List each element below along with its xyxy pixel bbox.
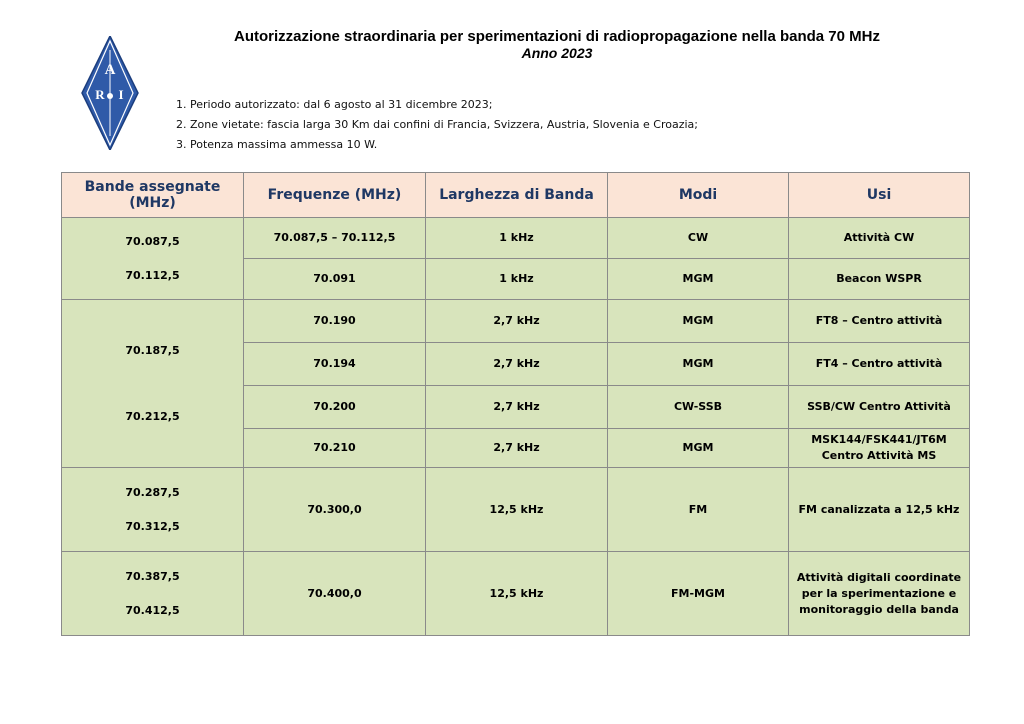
band-value: 70.412,5 <box>125 603 180 617</box>
frequency-cell: 70.200 <box>244 386 426 429</box>
bandwidth-cell: 12,5 kHz <box>426 468 608 552</box>
band-cell <box>62 300 244 468</box>
use-cell: FM canalizzata a 12,5 kHz <box>789 468 970 552</box>
band-cell <box>62 552 244 636</box>
band-value: 70.112,5 <box>125 268 180 282</box>
use-cell: Attività digitali coordinate per la sperimentazione e monitoraggio della banda <box>789 552 970 636</box>
logo-letter-i: I <box>118 87 124 102</box>
logo-letter-r: R <box>95 87 105 102</box>
column-header: Usi <box>789 173 970 218</box>
bandwidth-cell: 2,7 kHz <box>426 300 608 343</box>
band-value: 70.387,5 <box>125 569 180 583</box>
column-header: Larghezza di Banda <box>426 173 608 218</box>
table-row <box>62 300 970 343</box>
band-value: 70.312,5 <box>125 519 180 533</box>
use-cell: FT4 – Centro attività <box>789 343 970 386</box>
use-cell: SSB/CW Centro Attività <box>789 386 970 429</box>
use-cell: FT8 – Centro attività <box>789 300 970 343</box>
band-value: 70.212,5 <box>125 409 180 423</box>
frequency-cell: 70.400,0 <box>244 552 426 636</box>
bandwidth-cell: 2,7 kHz <box>426 386 608 429</box>
condition-item: 2. Zone vietate: fascia larga 30 Km dai confini di Francia, Svizzera, Austria, Slovenia e Croazia; <box>176 118 698 131</box>
logo-dot <box>107 93 113 99</box>
frequency-cell: 70.210 <box>244 429 426 468</box>
ari-logo <box>80 36 140 150</box>
frequency-cell: 70.087,5 – 70.112,5 <box>244 218 426 259</box>
frequency-table <box>61 172 970 636</box>
mode-cell: CW-SSB <box>608 386 789 429</box>
band-value: 70.287,5 <box>125 485 180 499</box>
use-cell: Attività CW <box>789 218 970 259</box>
band-cell <box>62 218 244 300</box>
use-cell: Beacon WSPR <box>789 259 970 300</box>
document-subtitle: Anno 2023 <box>521 45 593 61</box>
condition-item: 1. Periodo autorizzato: dal 6 agosto al 31 dicembre 2023; <box>176 98 493 111</box>
bandwidth-cell: 1 kHz <box>426 218 608 259</box>
mode-cell: MGM <box>608 429 789 468</box>
band-cell <box>62 468 244 552</box>
bandwidth-cell: 12,5 kHz <box>426 552 608 636</box>
condition-item: 3. Potenza massima ammessa 10 W. <box>176 138 378 151</box>
bandwidth-cell: 2,7 kHz <box>426 429 608 468</box>
mode-cell: MGM <box>608 300 789 343</box>
conditions-list <box>176 95 698 155</box>
frequency-cell: 70.091 <box>244 259 426 300</box>
table-header-row <box>62 173 970 218</box>
use-cell: MSK144/FSK441/JT6M Centro Attività MS <box>789 429 970 468</box>
logo-letter-a: A <box>104 62 116 78</box>
table-row <box>62 552 970 636</box>
frequency-cell: 70.300,0 <box>244 468 426 552</box>
mode-cell: FM-MGM <box>608 552 789 636</box>
mode-cell: MGM <box>608 343 789 386</box>
frequency-cell: 70.190 <box>244 300 426 343</box>
bandwidth-cell: 1 kHz <box>426 259 608 300</box>
band-value: 70.087,5 <box>125 234 180 248</box>
bandwidth-cell: 2,7 kHz <box>426 343 608 386</box>
mode-cell: MGM <box>608 259 789 300</box>
mode-cell: FM <box>608 468 789 552</box>
mode-cell: CW <box>608 218 789 259</box>
table-row <box>62 218 970 259</box>
column-header: Bande assegnate (MHz) <box>62 173 244 218</box>
table-row <box>62 468 970 552</box>
document-title: Autorizzazione straordinaria per sperimentazioni di radiopropagazione nella banda 70 MHz <box>234 28 880 45</box>
band-value: 70.187,5 <box>125 343 180 357</box>
column-header: Frequenze (MHz) <box>244 173 426 218</box>
column-header: Modi <box>608 173 789 218</box>
frequency-cell: 70.194 <box>244 343 426 386</box>
